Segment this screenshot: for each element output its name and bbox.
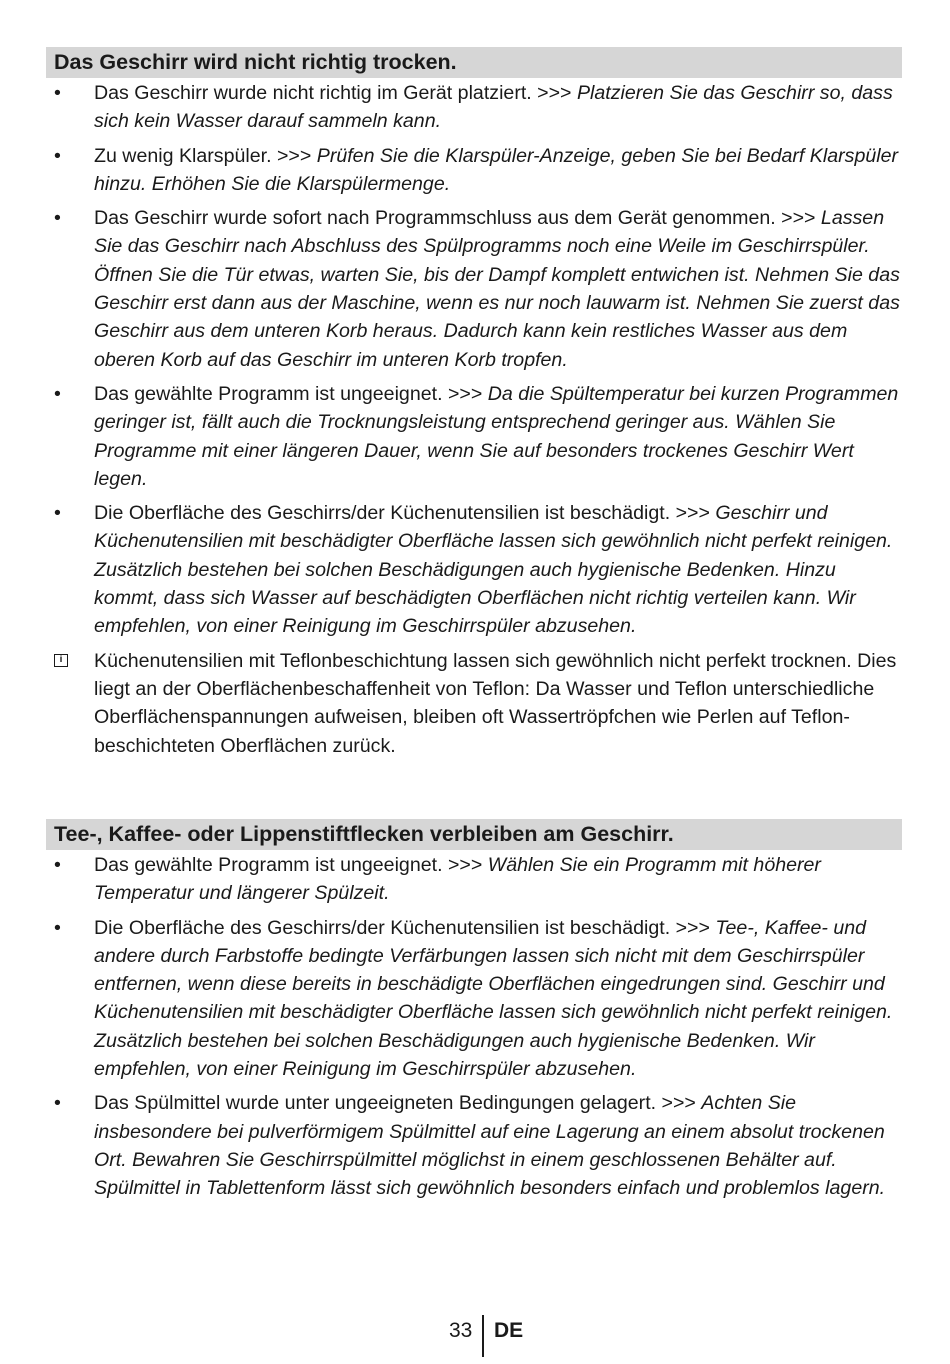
section-not-drying — [46, 47, 902, 760]
info-icon: i — [54, 654, 68, 667]
section-heading: Das Geschirr wird nicht richtig trocken. — [46, 47, 902, 78]
language-code: DE — [494, 1319, 524, 1342]
footer-divider — [482, 1315, 484, 1357]
bullet: • — [54, 382, 61, 405]
cause-text: Die Oberfläche des Geschirrs/der Küchenutensilien ist beschädigt. >>> — [94, 916, 716, 939]
list-item — [46, 79, 902, 136]
info-note — [46, 647, 902, 760]
section-heading: Tee-, Kaffee- oder Lippenstiftflecken verbleiben am Geschirr. — [46, 819, 902, 850]
bullet: • — [54, 916, 61, 939]
bullet: • — [54, 1092, 61, 1115]
list-item — [46, 204, 902, 374]
list-item — [46, 914, 902, 1084]
page-number: 33 — [449, 1319, 473, 1342]
bullet: • — [54, 854, 61, 876]
remedy-text: Prüfen Sie die Klarspüler-Anzeige, geben Sie bei Bedarf Klarspüler hinzu. Erhöhen Sie die Klarspülermenge. — [94, 144, 899, 195]
cause-text: Das Spülmittel wurde unter ungeeigneten Bedingungen gelagert. >>> — [94, 1092, 702, 1115]
bullet: • — [54, 502, 61, 525]
note-text: Küchenutensilien mit Teflonbeschichtung lassen sich gewöhnlich nicht perfekt trocknen. Dies liegt an der Oberflächenbeschaffenheit von Teflon: Da Wasser und Teflon unterschiedliche Oberflächenspannungen aufweisen, bleiben oft Wassertröpfchen wie Perlen auf Teflon-beschichteten Oberflächen zurück. — [94, 649, 897, 757]
cause-text: Die Oberfläche des Geschirrs/der Küchenutensilien ist beschädigt. >>> — [94, 502, 716, 525]
remedy-text: Geschirr und Küchenutensilien mit beschädigter Oberfläche lassen sich gewöhnlich nicht perfekt reinigen. Zusätzlich bestehen bei solchen Beschädigungen auch hygienische Bedenken. Hinzu kommt, dass sich Wasser auf beschädigten Oberflächen nicht richtig verteilen kann. Wir empfehlen, von einer Reinigung im Geschirrspüler abzusehen. — [94, 502, 893, 638]
remedy-text: Platzieren Sie das Geschirr so, dass sich kein Wasser darauf sammeln kann. — [94, 82, 893, 133]
bullet: • — [54, 82, 61, 104]
remedy-text: Da die Spültemperatur bei kurzen Programmen geringer ist, fällt auch die Trocknungsleistung entsprechend geringer aus. Wählen Sie Programme mit einer längeren Dauer, wenn Sie auf besonders trockenes Geschirr Wert legen. — [94, 382, 899, 490]
bullet: • — [54, 207, 61, 230]
remedy-text: Tee-, Kaffee- und andere durch Farbstoffe bedingte Verfärbungen lassen sich nicht mit dem Geschirrspüler entfernen, wenn diese bereits in beschädigte Oberflächen eingedrungen sind. Geschirr und Küchenutensilien mit beschädigter Oberfläche lassen sich gewöhnlich nicht perfekt reinigen. Zusätzlich bestehen bei solchen Beschädigungen auch hygienische Bedenken. Wir empfehlen, von einer Reinigung im Geschirrspüler abzusehen. — [94, 916, 893, 1081]
cause-list — [46, 79, 902, 760]
remedy-text: Wählen Sie ein Programm mit höherer Temperatur und längerer Spülzeit. — [94, 854, 821, 905]
remedy-text: Lassen Sie das Geschirr nach Abschluss des Spülprogramms noch eine Weile im Geschirrspüler. Öffnen Sie die Tür etwas, warten Sie, bis der Dampf komplett entwichen ist. Nehmen Sie das Geschirr erst dann aus der Maschine, wenn es nur noch lauwarm ist. Nehmen Sie zuerst das Geschirr aus dem unteren Korb heraus. Dadurch kann kein restliches Wasser aus dem oberen Korb auf das Geschirr im unteren Korb tropfen. — [94, 207, 900, 371]
list-item — [46, 1089, 902, 1202]
cause-text: Das gewählte Programm ist ungeeignet. >>> — [94, 382, 488, 405]
remedy-text: Achten Sie insbesondere bei pulverförmigem Spülmittel auf eine Lagerung an einem absolut trockenen Ort. Bewahren Sie Geschirrspülmittel möglichst in einem geschlossenen Behälter auf. Spülmittel in Tablettenform lässt sich gewöhnlich besonders einfach und problemlos lagern. — [94, 1092, 886, 1200]
cause-text: Das Geschirr wurde nicht richtig im Gerät platziert. >>> — [94, 82, 577, 104]
cause-text: Das Geschirr wurde sofort nach Programmschluss aus dem Gerät genommen. >>> — [94, 207, 821, 230]
section-stains — [46, 819, 902, 1209]
cause-list — [46, 851, 902, 1203]
cause-text: Das gewählte Programm ist ungeeignet. >>> — [94, 854, 488, 876]
list-item — [46, 851, 902, 908]
list-item — [46, 142, 902, 199]
cause-text: Zu wenig Klarspüler. >>> — [94, 144, 317, 167]
page-footer — [0, 1313, 950, 1357]
list-item — [46, 499, 902, 640]
list-item — [46, 380, 902, 493]
bullet: • — [54, 144, 61, 167]
